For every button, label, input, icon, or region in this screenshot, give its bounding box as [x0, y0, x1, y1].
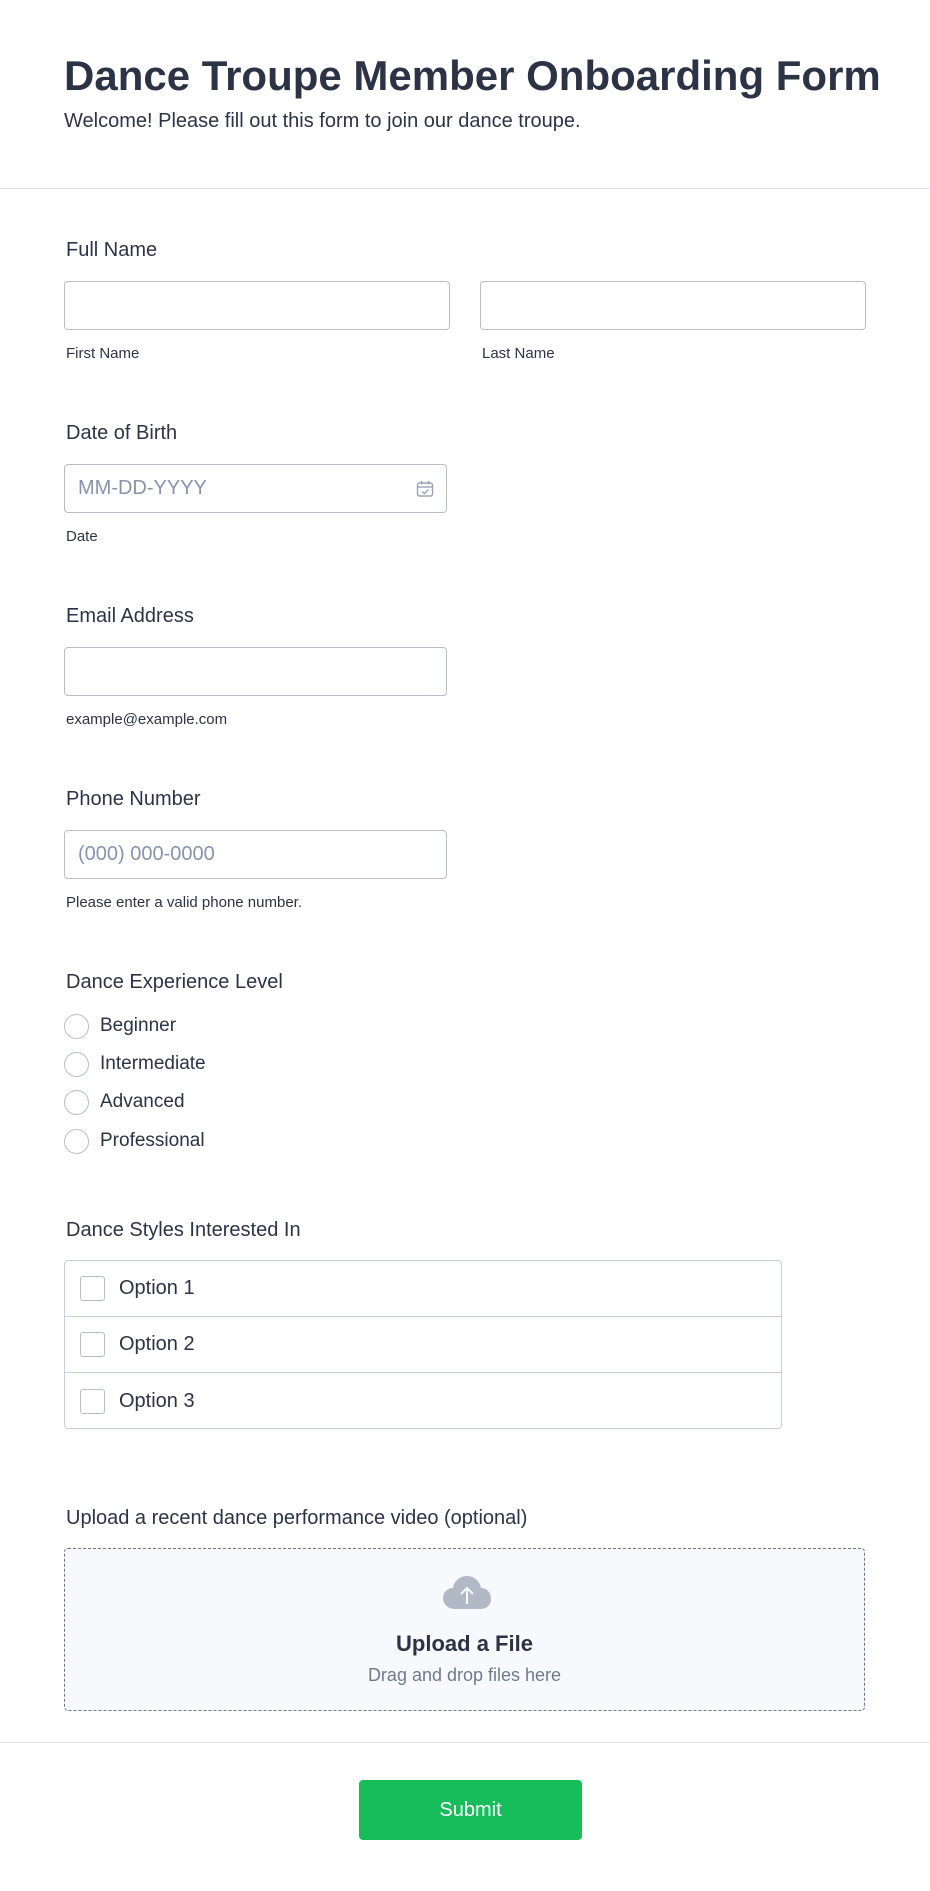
styles-checklist	[64, 1260, 782, 1429]
checkbox-label: Option 3	[119, 1389, 195, 1412]
form-title: Dance Troupe Member Onboarding Form	[64, 52, 881, 99]
styles-option-1[interactable]	[65, 1261, 781, 1317]
phone-sublabel: Please enter a valid phone number.	[66, 894, 302, 911]
last-name-sublabel: Last Name	[482, 345, 555, 362]
dob-sublabel: Date	[66, 528, 98, 545]
phone-input[interactable]	[64, 830, 447, 879]
form-subtitle: Welcome! Please fill out this form to join our dance troupe.	[64, 110, 581, 132]
checkbox-label: Option 2	[119, 1333, 195, 1355]
experience-label: Dance Experience Level	[66, 971, 283, 993]
dob-input[interactable]	[64, 464, 447, 513]
experience-option-professional[interactable]	[64, 1128, 205, 1154]
radio-button[interactable]	[64, 1090, 89, 1115]
file-upload-dropzone[interactable]	[64, 1548, 865, 1711]
experience-option-intermediate[interactable]	[64, 1051, 206, 1077]
radio-label: Intermediate	[100, 1053, 206, 1074]
dob-label: Date of Birth	[66, 422, 178, 444]
radio-label: Professional	[100, 1130, 205, 1151]
radio-label: Beginner	[100, 1015, 177, 1036]
upload-label: Upload a recent dance performance video (optional)	[66, 1507, 528, 1529]
checkbox[interactable]	[80, 1276, 105, 1301]
email-sublabel: example@example.com	[66, 711, 228, 728]
last-name-input[interactable]	[480, 281, 866, 330]
checkbox[interactable]	[80, 1389, 105, 1414]
styles-option-2[interactable]	[65, 1317, 781, 1373]
radio-button[interactable]	[64, 1014, 89, 1039]
styles-label: Dance Styles Interested In	[66, 1219, 301, 1241]
radio-button[interactable]	[64, 1052, 89, 1077]
phone-placeholder: (000) 000-0000	[78, 843, 215, 865]
phone-label: Phone Number	[66, 788, 201, 810]
calendar-icon[interactable]	[416, 480, 434, 498]
radio-button[interactable]	[64, 1129, 89, 1154]
experience-option-beginner[interactable]	[64, 1013, 176, 1039]
submit-button[interactable]: Submit	[359, 1780, 582, 1840]
email-label: Email Address	[66, 605, 194, 627]
styles-option-3[interactable]	[65, 1373, 781, 1429]
dob-placeholder: MM-DD-YYYY	[78, 477, 207, 499]
full-name-label: Full Name	[66, 239, 158, 261]
upload-subtitle: Drag and drop files here	[367, 1665, 562, 1685]
upload-title: Upload a File	[396, 1631, 533, 1656]
form-header	[0, 0, 930, 189]
first-name-sublabel: First Name	[66, 345, 140, 362]
email-input[interactable]	[64, 647, 447, 696]
checkbox-label: Option 1	[119, 1277, 195, 1299]
experience-option-advanced[interactable]	[64, 1089, 185, 1115]
cloud-upload-icon	[442, 1575, 492, 1611]
radio-label: Advanced	[100, 1091, 185, 1112]
checkbox[interactable]	[80, 1332, 105, 1357]
first-name-input[interactable]	[64, 281, 450, 330]
form-footer	[0, 1742, 930, 1891]
